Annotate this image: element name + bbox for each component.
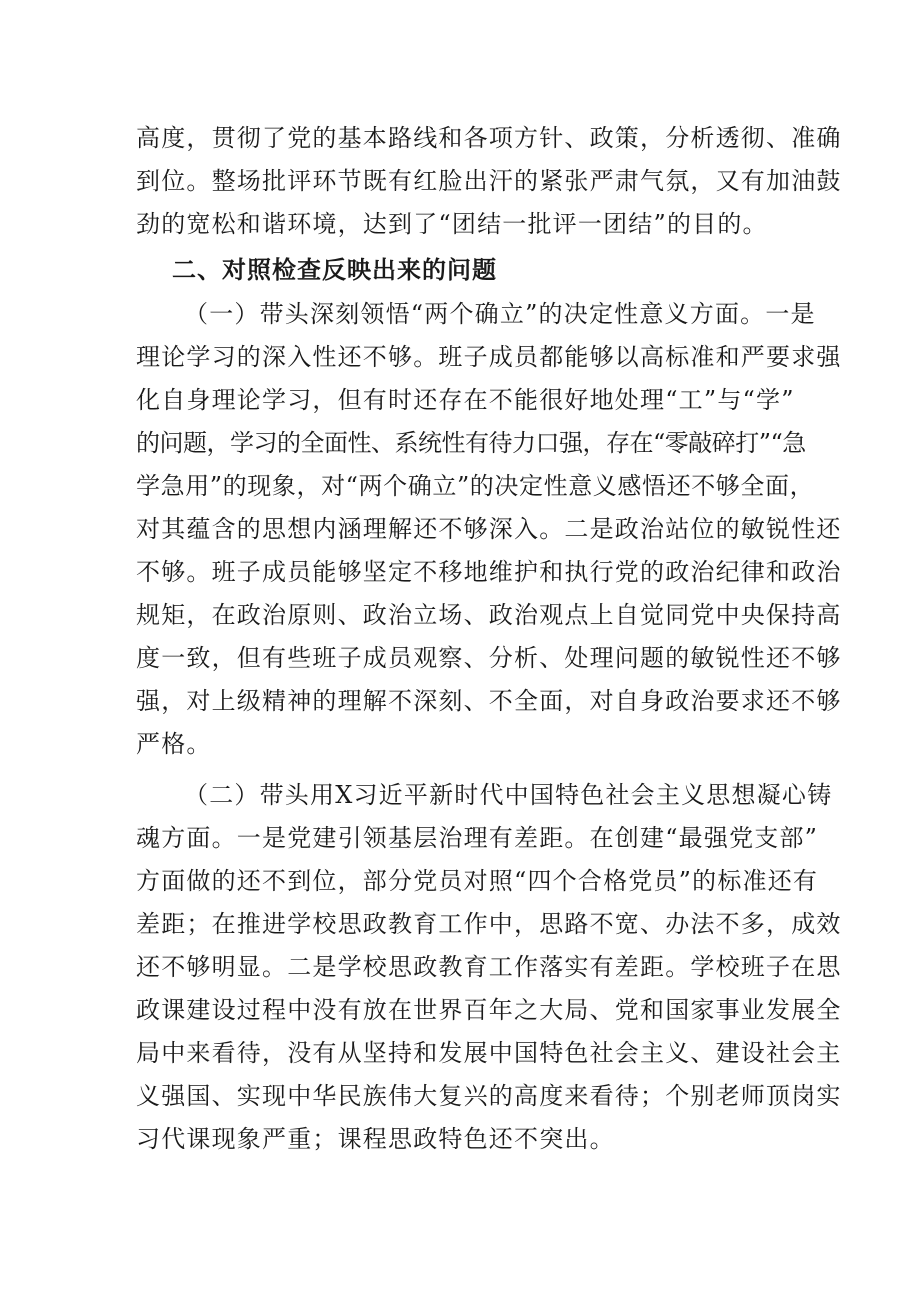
text-line: 到位。整场批评环节既有红脸出汗的紧张严肃气氛，又有加油鼓: [136, 167, 842, 195]
text-line: 强，对上级精神的理解不深刻、不全面，对自身政治要求还不够: [136, 687, 842, 715]
text-line: 规矩，在政治原则、政治立场、政治观点上自觉同党中央保持高: [136, 601, 842, 629]
text-line: 劲的宽松和谐环境，达到了“团结一批评一团结”的目的。: [136, 210, 768, 238]
text-line: （一）带头深刻领悟“两个确立”的决定性意义方面。一是: [184, 300, 816, 328]
text-line: 化自身理论学习，但有时还存在不能很好地处理“工”与“学”: [136, 386, 795, 414]
text-line: 的问题，学习的全面性、系统性有待力口强，存在“零敲碎打”“急: [136, 429, 806, 457]
text-line: 严格。: [136, 730, 212, 758]
text-line: 习代课现象严重；课程思政特色还不突出。: [136, 1125, 615, 1153]
text-line: 还不够明显。二是学校思政教育工作落实有差距。学校班子在思: [136, 953, 842, 981]
text-line: 魂方面。一是党建引领基层治理有差距。在创建“最强党支部”: [136, 824, 819, 852]
section-heading: 二、对照检查反映出来的问题: [172, 256, 497, 284]
text-line: 局中来看待，没有从坚持和发展中国特色社会主义、建设社会主: [136, 1039, 842, 1067]
text-line: 差距；在推进学校思政教育工作中，思路不宽、办法不多，成效: [136, 910, 842, 938]
text-line: 理论学习的深入性还不够。班子成员都能够以高标准和严要求强: [136, 343, 842, 371]
text-line: 对其蕴含的思想内涵理解还不够深入。二是政治站位的敏锐性还: [136, 515, 842, 543]
text-line: 不够。班子成员能够坚定不移地维护和执行党的政治纪律和政治: [136, 558, 842, 586]
text-line: 学急用”的现象，对“两个确立”的决定性意义感悟还不够全面，: [136, 472, 815, 500]
text-line: 义强国、实现中华民族伟大复兴的高度来看待；个别老师顶岗实: [136, 1082, 842, 1110]
text-line: 政课建设过程中没有放在世界百年之大局、党和国家事业发展全: [136, 996, 842, 1024]
text-line: 度一致，但有些班子成员观察、分析、处理问题的敏锐性还不够: [136, 644, 842, 672]
text-line: 高度，贯彻了党的基本路线和各项方针、政策，分析透彻、准确: [136, 124, 842, 152]
text-line: （二）带头用X习近平新时代中国特色社会主义思想凝心铸: [184, 781, 833, 809]
text-line: 方面做的还不到位，部分党员对照“四个合格党员”的标准还有: [136, 867, 819, 895]
